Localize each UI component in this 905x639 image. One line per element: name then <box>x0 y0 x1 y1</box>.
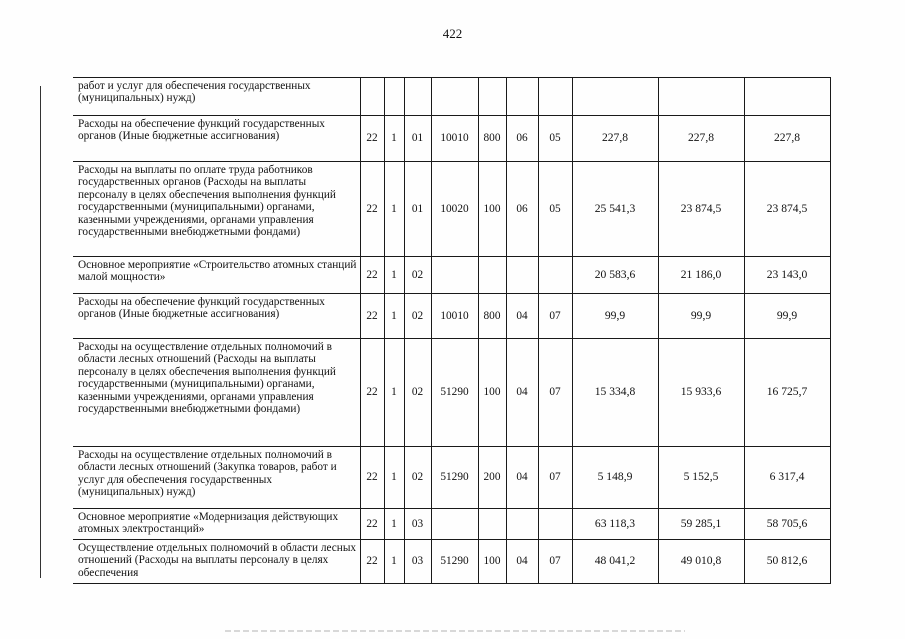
amount-year-1: 227,8 <box>572 116 658 162</box>
code-pp: 1 <box>384 116 404 162</box>
code-direction <box>431 509 478 540</box>
code-om: 03 <box>404 540 431 584</box>
code-gp: 22 <box>360 294 384 339</box>
code-subsection: 05 <box>538 162 572 257</box>
code-expense-type: 100 <box>478 339 506 447</box>
amount-year-3: 50 812,6 <box>744 540 830 584</box>
table-row <box>73 257 830 294</box>
amount-year-3: 6 317,4 <box>744 447 830 509</box>
code-section: 04 <box>506 447 538 509</box>
amount-year-1: 48 041,2 <box>572 540 658 584</box>
amount-year-2: 23 874,5 <box>658 162 744 257</box>
code-pp: 1 <box>384 540 404 584</box>
code-om: 01 <box>404 116 431 162</box>
code-gp: 22 <box>360 447 384 509</box>
expense-description: Основное мероприятие «Строительство атомных станций малой мощности» <box>73 257 360 294</box>
table-row <box>73 509 830 540</box>
code-gp: 22 <box>360 162 384 257</box>
amount-year-3: 23 143,0 <box>744 257 830 294</box>
table-row <box>73 540 830 584</box>
code-om: 02 <box>404 447 431 509</box>
expense-description: Основное мероприятие «Модернизация действующих атомных электростанций» <box>73 509 360 540</box>
code-subsection: 07 <box>538 447 572 509</box>
code-direction: 10010 <box>431 294 478 339</box>
code-pp: 1 <box>384 447 404 509</box>
code-section: 04 <box>506 294 538 339</box>
table-row <box>73 116 830 162</box>
amount-year-2: 99,9 <box>658 294 744 339</box>
code-direction <box>431 78 478 116</box>
code-gp: 22 <box>360 339 384 447</box>
page-number: 422 <box>442 26 463 41</box>
amount-year-1: 99,9 <box>572 294 658 339</box>
code-subsection: 07 <box>538 339 572 447</box>
code-subsection <box>538 78 572 116</box>
code-direction: 10020 <box>431 162 478 257</box>
code-section: 04 <box>506 339 538 447</box>
code-pp: 1 <box>384 339 404 447</box>
code-section: 06 <box>506 116 538 162</box>
expense-description: Расходы на осуществление отдельных полномочий в области лесных отношений (Закупка товаров, работ и услуг для обеспечения государственных (муниципальных) нужд) <box>73 447 360 509</box>
code-subsection <box>538 509 572 540</box>
code-expense-type: 100 <box>478 162 506 257</box>
code-gp: 22 <box>360 540 384 584</box>
table-row <box>73 447 830 509</box>
amount-year-2: 21 186,0 <box>658 257 744 294</box>
amount-year-1 <box>572 78 658 116</box>
code-om: 03 <box>404 509 431 540</box>
amount-year-3: 99,9 <box>744 294 830 339</box>
code-gp <box>360 78 384 116</box>
code-om: 02 <box>404 339 431 447</box>
code-gp: 22 <box>360 257 384 294</box>
code-section <box>506 509 538 540</box>
code-gp: 22 <box>360 116 384 162</box>
code-section <box>506 78 538 116</box>
amount-year-1: 25 541,3 <box>572 162 658 257</box>
code-subsection <box>538 257 572 294</box>
table-row <box>73 339 830 447</box>
code-expense-type <box>478 78 506 116</box>
code-pp: 1 <box>384 509 404 540</box>
amount-year-2: 227,8 <box>658 116 744 162</box>
amount-year-2: 49 010,8 <box>658 540 744 584</box>
table-row <box>73 78 830 116</box>
scan-artifact <box>225 630 685 632</box>
amount-year-1: 15 334,8 <box>572 339 658 447</box>
code-pp: 1 <box>384 162 404 257</box>
amount-year-3: 23 874,5 <box>744 162 830 257</box>
code-direction <box>431 257 478 294</box>
amount-year-1: 20 583,6 <box>572 257 658 294</box>
code-subsection: 07 <box>538 294 572 339</box>
code-expense-type: 200 <box>478 447 506 509</box>
table-row <box>73 162 830 257</box>
amount-year-3: 58 705,6 <box>744 509 830 540</box>
expense-description: Расходы на осуществление отдельных полномочий в области лесных отношений (Расходы на выплаты персоналу в целях обеспечения выполнения функций государственными (муниципальными) органами, казенными учреждениями, органами управления государственными внебюджетными фондами) <box>73 339 360 447</box>
code-direction: 51290 <box>431 447 478 509</box>
amount-year-2: 15 933,6 <box>658 339 744 447</box>
expense-description: Расходы на обеспечение функций государственных органов (Иные бюджетные ассигнования) <box>73 116 360 162</box>
budget-table <box>73 77 831 584</box>
code-direction: 51290 <box>431 540 478 584</box>
amount-year-3: 16 725,7 <box>744 339 830 447</box>
code-pp: 1 <box>384 294 404 339</box>
code-pp: 1 <box>384 257 404 294</box>
code-section: 06 <box>506 162 538 257</box>
expense-description: работ и услуг для обеспечения государственных (муниципальных) нужд) <box>73 78 360 116</box>
left-margin-rule <box>40 86 41 578</box>
code-direction: 51290 <box>431 339 478 447</box>
code-om: 01 <box>404 162 431 257</box>
code-expense-type: 800 <box>478 294 506 339</box>
code-gp: 22 <box>360 509 384 540</box>
code-expense-type: 100 <box>478 540 506 584</box>
code-subsection: 05 <box>538 116 572 162</box>
expense-description: Осуществление отдельных полномочий в области лесных отношений (Расходы на выплаты персоналу в целях обеспечения <box>73 540 360 584</box>
code-direction: 10010 <box>431 116 478 162</box>
table-row <box>73 294 830 339</box>
amount-year-2 <box>658 78 744 116</box>
expense-description: Расходы на выплаты по оплате труда работников государственных органов (Расходы на выплаты персоналу в целях обеспечения выполнения функций государственными (муниципальными) органами, казенными учреждениями, органами управления государственными внебюджетными фондами) <box>73 162 360 257</box>
code-om <box>404 78 431 116</box>
expense-description: Расходы на обеспечение функций государственных органов (Иные бюджетные ассигнования) <box>73 294 360 339</box>
amount-year-2: 5 152,5 <box>658 447 744 509</box>
amount-year-1: 5 148,9 <box>572 447 658 509</box>
amount-year-1: 63 118,3 <box>572 509 658 540</box>
code-om: 02 <box>404 294 431 339</box>
code-om: 02 <box>404 257 431 294</box>
code-expense-type <box>478 509 506 540</box>
code-section: 04 <box>506 540 538 584</box>
amount-year-2: 59 285,1 <box>658 509 744 540</box>
amount-year-3 <box>744 78 830 116</box>
amount-year-3: 227,8 <box>744 116 830 162</box>
code-subsection: 07 <box>538 540 572 584</box>
code-expense-type: 800 <box>478 116 506 162</box>
code-expense-type <box>478 257 506 294</box>
code-section <box>506 257 538 294</box>
code-pp <box>384 78 404 116</box>
